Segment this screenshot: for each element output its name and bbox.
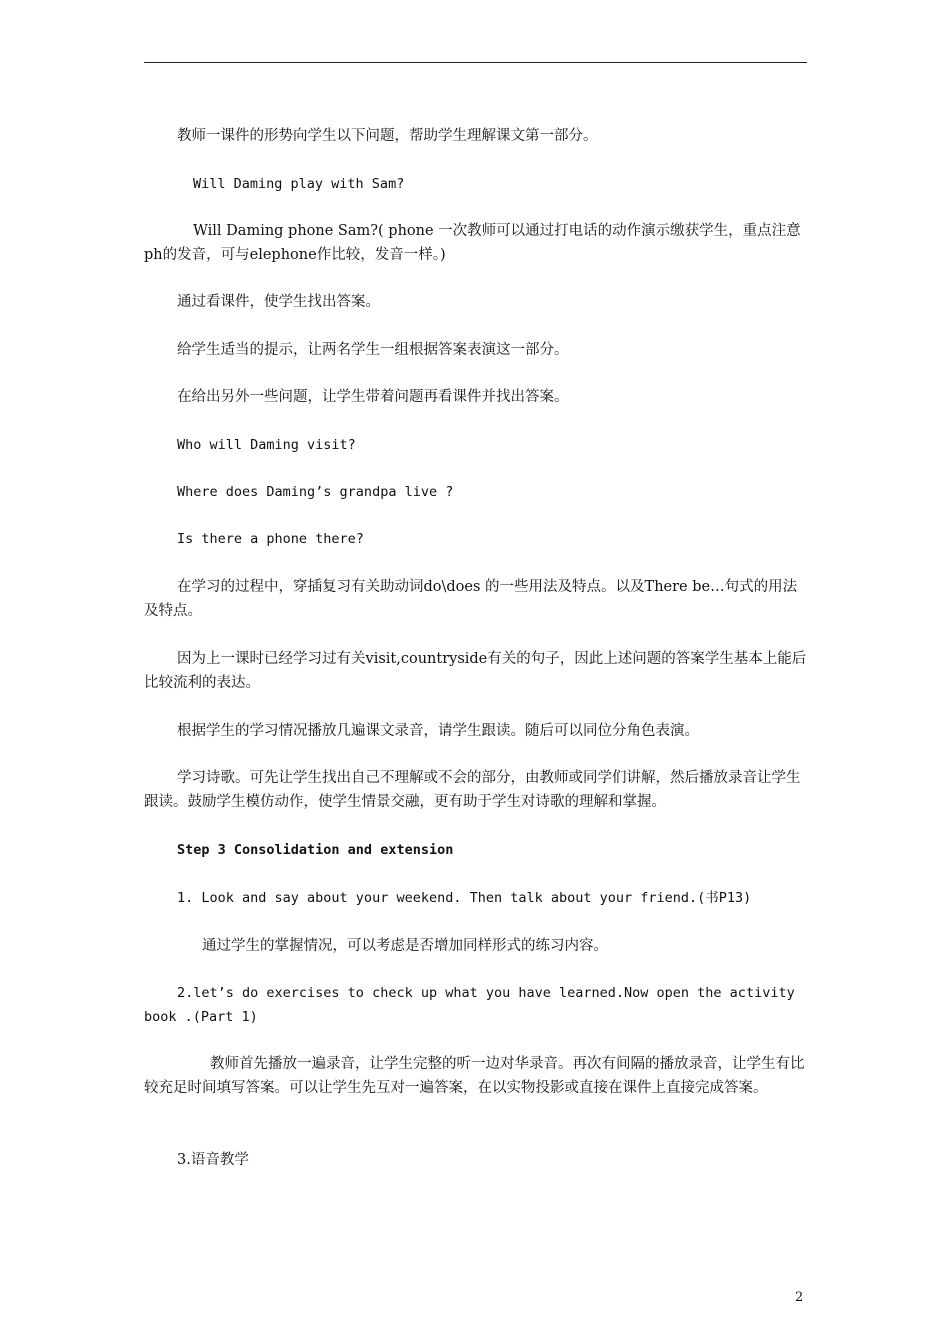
page-number: 2 [795,1290,804,1305]
paragraph-poem: 学习诗歌。可先让学生找出自己不理解或不会的部分，由教师或同学们讲解，然后播放录音让学生跟读。鼓励学生模仿动作，使学生情景交融，更有助于学生对诗歌的理解和掌握。 [144,770,801,810]
paragraph-play-recording: 根据学生的学习情况播放几遍课文录音，请学生跟读。随后可以同位分角色表演。 [177,723,699,739]
exercise-3-phonics: 3.语音教学 [177,1152,249,1168]
paragraph-listening: 教师首先播放一遍录音，让学生完整的听一边对华录音。再次有间隔的播放录音，让学生有比较充足时间填写答案。可以让学生先互对一遍答案，在以实物投影或直接在课件上直接完成答案。 [144,1056,805,1096]
question-where-grandpa: Where does Daming’s grandpa live ? [177,484,454,500]
exercise-1: 1. Look and say about your weekend. Then talk about your friend.(书P13) [177,890,752,906]
paragraph-hints: 给学生适当的提示，让两名学生一组根据答案表演这一部分。 [177,342,569,358]
paragraph-practice-content: 通过学生的掌握情况，可以考虑是否增加同样形式的练习内容。 [202,938,608,954]
question-phone-sam: Will Daming phone Sam?( phone 一次教师可以通过打电话的动作演示缴获学生，重点注意ph的发音，可与elephone作比较，发音一样。) [144,223,801,263]
question-play-with-sam: Will Daming play with Sam? [193,176,405,192]
paragraph-previous-lesson: 因为上一课时已经学习过有关visit,countryside有关的句子，因此上述问题的答案学生基本上能后比较流利的表达。 [144,651,807,691]
question-who-visit: Who will Daming visit? [177,437,356,453]
paragraph-find-answers: 通过看课件，使学生找出答案。 [177,294,380,310]
exercise-2: 2.let’s do exercises to check up what you have learned.Now open the activity book .(Part 1) [144,985,795,1025]
question-phone-there: Is there a phone there? [177,531,364,547]
paragraph-grammar-review: 在学习的过程中，穿插复习有关助动词do\does 的一些用法及特点。以及There be…句式的用法及特点。 [144,579,798,619]
paragraph-intro: 教师一课件的形势向学生以下问题，帮助学生理解课文第一部分。 [177,128,598,144]
paragraph-more-questions: 在给出另外一些问题，让学生带着问题再看课件并找出答案。 [177,389,569,405]
header-rule [144,62,807,63]
step-3-heading: Step 3 Consolidation and extension [177,842,454,858]
